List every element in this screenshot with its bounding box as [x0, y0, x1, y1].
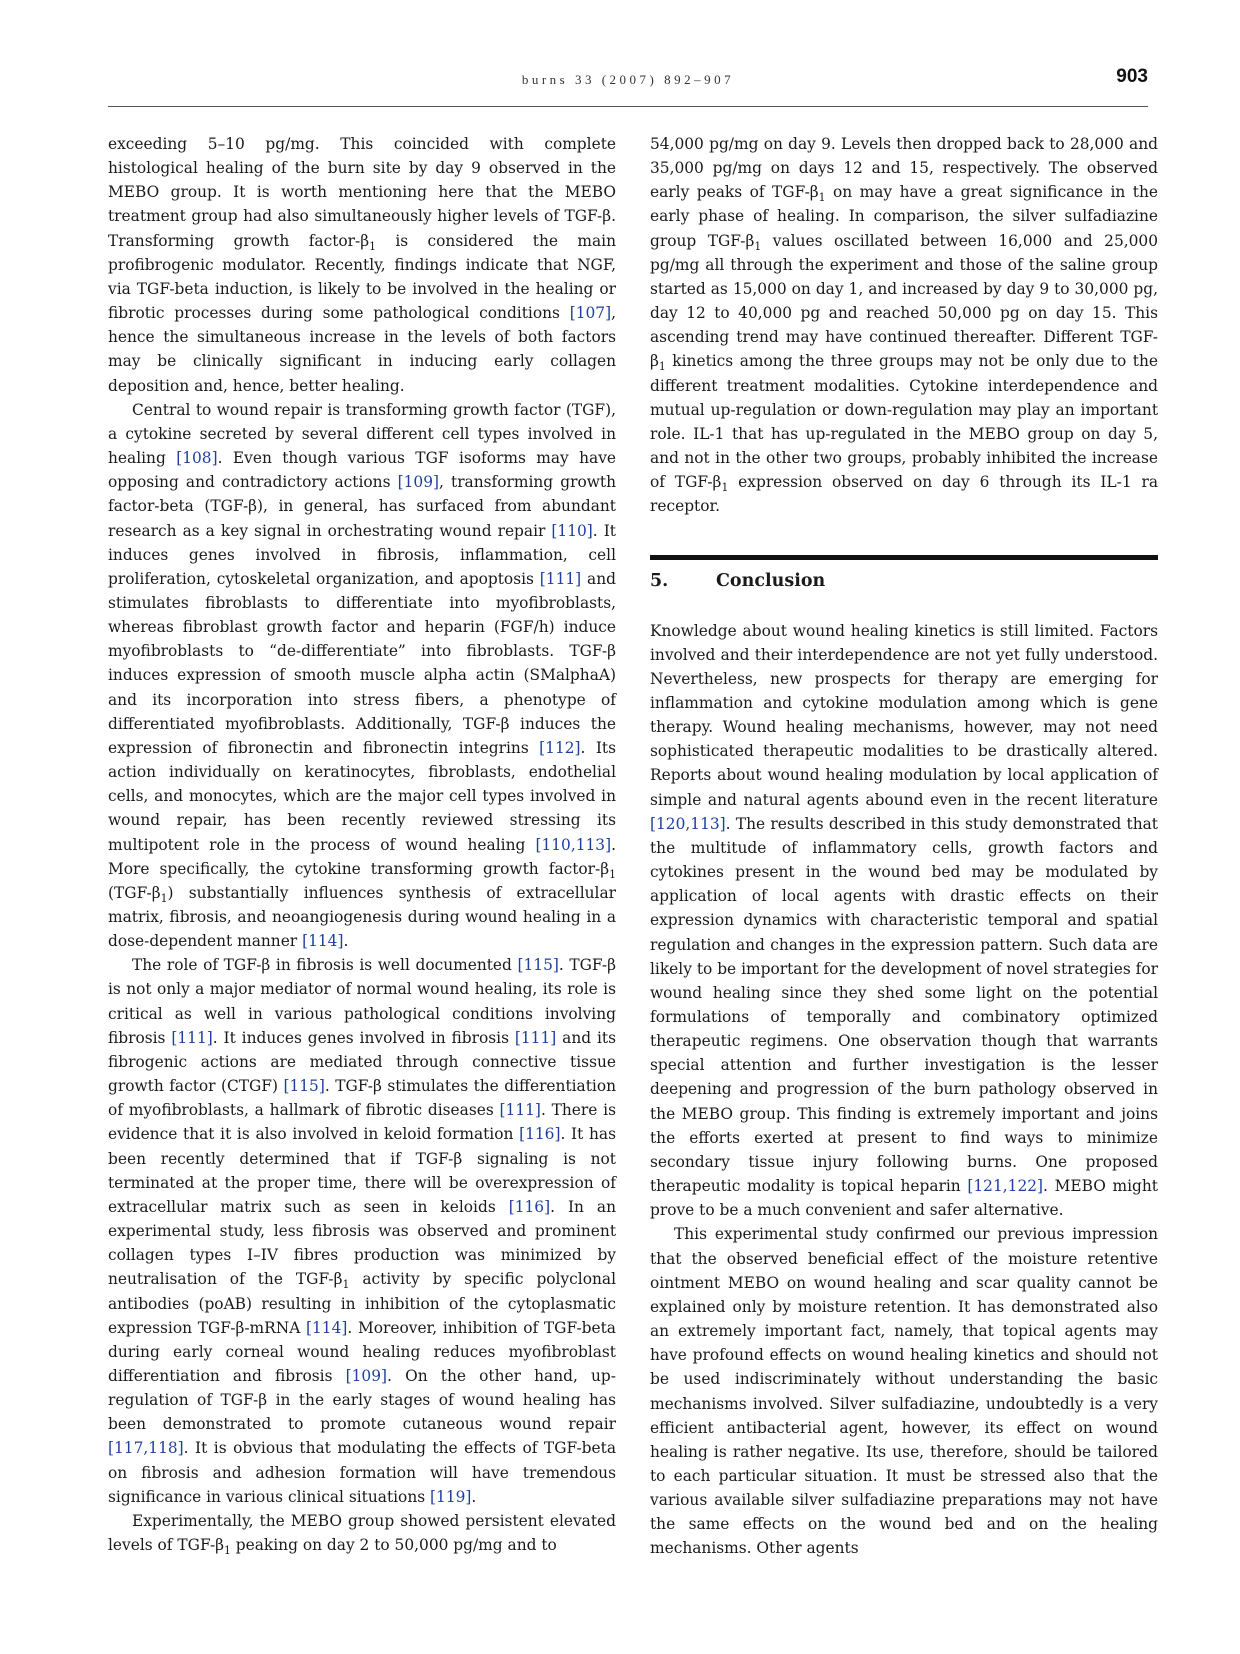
running-header [108, 62, 1148, 107]
text-run: . It is obvious that modulating the effects of TGF-beta on fibrosis and adhesion formation will have tremendous significance in various clinical situations [108, 1439, 616, 1506]
citation-link[interactable]: [111] [171, 1028, 213, 1047]
section-number: 5. [650, 570, 669, 591]
subscript: 1 [658, 360, 666, 374]
text-run: 54,000 pg/mg on day 9. Levels then dropped back to 28,000 and 35,000 pg/mg on days 12 and 15, respectively. The observed early peaks of TGF-β [650, 135, 1158, 202]
citation-link[interactable]: [116] [519, 1125, 561, 1144]
citation-link[interactable]: [121,122] [967, 1177, 1044, 1196]
citation-link[interactable]: [112] [539, 738, 581, 757]
left-column [108, 132, 616, 1557]
citation-link[interactable]: [109] [397, 473, 439, 492]
citation-link[interactable]: [111] [499, 1101, 541, 1120]
citation-link[interactable]: [116] [508, 1197, 551, 1216]
citation-link[interactable]: [107] [569, 304, 612, 323]
citation-link[interactable]: [110] [551, 521, 593, 540]
text-run: , transforming growth factor-beta (TGF-β), in general, has surfaced from abundant research as a key signal in orchestrating wound repair [108, 473, 616, 540]
section-title: Conclusion [716, 570, 826, 591]
text-run: activity by specific polyclonal antibodies (poAB) resulting in inhibition of the cytoplasmatic expression TGF-β-mRNA [108, 1270, 616, 1337]
text-run: . Its action individually on keratinocytes, fibroblasts, endothelial cells, and monocytes, which are the major cell types involved in wound repair, has been recently reviewed stressing its multipotent role in the process of wound healing [108, 738, 616, 854]
text-run: . TGF-β stimulates the differentiation of myofibroblasts, a hallmark of fibrotic diseases [108, 1077, 617, 1120]
subscript: 1 [160, 891, 168, 905]
paragraph [108, 398, 616, 954]
text-run: . MEBO might prove to be a much convenient and safer alternative. [650, 1177, 1158, 1220]
subscript: 1 [342, 1278, 350, 1292]
text-run: . In an experimental study, less fibrosis was observed and prominent collagen types I–IV fibres production was minimized by neutralisation of the TGF-β [108, 1197, 616, 1289]
text-run: . There is evidence that it is also involved in keloid formation [108, 1101, 617, 1144]
paragraph [108, 953, 616, 1509]
text-run: . Even though various TGF isoforms may have opposing and contradictory actions [108, 449, 616, 492]
citation-link[interactable]: [115] [283, 1077, 325, 1096]
subscript: 1 [369, 239, 376, 253]
text-run: is considered the main profibrogenic modulator. Recently, findings indicate that NGF, via TGF-beta induction, is likely to be involved in the healing or fibrotic processes during some pathological conditions [108, 231, 616, 323]
citation-link[interactable]: [117,118] [108, 1439, 184, 1458]
journal-citation: burns 33 (2007) 892–907 [521, 72, 735, 87]
paragraph [650, 1222, 1158, 1560]
paragraph [650, 132, 1158, 519]
section-rule [650, 555, 1158, 560]
text-run: Knowledge about wound healing kinetics is still limited. Factors involved and their interdependence are not yet fully understood. Nevertheless, new prospects for therapy are emerging for inflammation and cytokine modulation among which is gene therapy. Wound healing mechanisms, however, may not need sophisticated therapeutic modalities to be drastically altered. Reports about wound healing modulation by local application of simple and natural agents abound even in the recent literature [650, 621, 1158, 809]
text-run: kinetics among the three groups may not be only due to the different treatment modalities. Cytokine interdependence and mutual up-regulation or down-regulation may play an important role. IL-1 that has up-regulated in the MEBO group on day 5, and not in the other two groups, probably inhibited the increase of TGF-β [650, 352, 1158, 492]
text-run: exceeding 5–10 pg/mg. This coincided with complete histological healing of the burn site by day 9 observed in the MEBO group. It is worth mentioning here that the MEBO treatment group had also simultaneously higher levels of TGF-β. Transforming growth factor-β [108, 135, 616, 250]
text-run: . Moreover, inhibition of TGF-beta during early corneal wound healing reduces myofibroblast differentiation and fibrosis [108, 1318, 616, 1385]
text-run: This experimental study confirmed our previous impression that the observed beneficial effect of the moisture retentive ointment MEBO on wound healing and scar quality cannot be explained only by moisture retention. It has demonstrated also an extremely important fact, namely, that topical agents may have profound effects on wound healing kinetics and should not be used indiscriminately without understanding the basic mechanisms involved. Silver sulfadiazine, undoubtedly is a very efficient antibacterial agent, however, its effect on wound healing is rather negative. Its use, therefore, should be tailored to each particular situation. It must be stressed also that the various available silver sulfadiazine preparations may not have the same effects on the wound bed and on the healing mechanisms. Other agents [650, 1225, 1158, 1558]
right-column-bottom-text [650, 619, 1158, 1561]
subscript: 1 [754, 239, 762, 253]
right-column-top-text [650, 132, 1158, 519]
paragraph [650, 619, 1158, 1223]
text-run: and stimulates fibroblasts to differentiate into myofibroblasts, whereas fibroblast growth factor and heparin (FGF/h) induce myofibroblasts to “de-differentiate” into fibroblasts. TGF-β induces expression of smooth muscle alpha actin (SMalphaA) and its incorporation into stress fibers, a phenotype of differentiated myofibroblasts. Additionally, TGF-β induces the expression of fibronectin and fibronectin integrins [108, 569, 616, 757]
right-column [650, 132, 1158, 1561]
text-run: . [471, 1487, 477, 1506]
subscript: 1 [224, 1544, 231, 1558]
text-run: peaking on day 2 to 50,000 pg/mg and to [230, 1536, 557, 1555]
paragraph [108, 132, 616, 398]
text-run: . TGF-β is not only a major mediator of normal wound healing, its role is critical as well in various pathological conditions involving fibrosis [108, 956, 616, 1047]
citation-link[interactable]: [111] [514, 1028, 557, 1047]
subscript: 1 [721, 481, 729, 495]
section-heading [650, 567, 1158, 595]
text-run: . It induces genes involved in fibrosis, inflammation, cell proliferation, cytoskeletal organization, and apoptosis [108, 521, 616, 588]
text-run: (TGF-β [108, 883, 161, 902]
text-run: Central to wound repair is transforming growth factor (TGF), a cytokine secreted by several different cell types involved in healing [108, 400, 616, 468]
citation-link[interactable]: [119] [430, 1487, 472, 1506]
text-run: . It induces genes involved in fibrosis [212, 1028, 515, 1047]
text-run: expression observed on day 6 through its IL-1 ra receptor. [650, 473, 1159, 516]
citation-link[interactable]: [114] [302, 932, 344, 951]
text-run: values oscillated between 16,000 and 25,000 pg/mg all through the experiment and those of the saline group started as 15,000 on day 1, and increased by day 9 to 30,000 pg, day 12 to 40,000 pg and reached 50,000 pg on day 15. This ascending trend may have continued thereafter. Different TGF-β [650, 231, 1159, 371]
paragraph [108, 1509, 616, 1557]
text-run: . More specifically, the cytokine transforming growth factor-β [108, 835, 616, 878]
citation-link[interactable]: [110,113] [535, 835, 612, 854]
citation-link[interactable]: [115] [517, 956, 559, 975]
citation-link[interactable]: [109] [345, 1366, 388, 1385]
text-run: The role of TGF-β in fibrosis is well documented [132, 956, 518, 975]
text-run: . [343, 932, 349, 951]
citation-link[interactable]: [120,113] [650, 814, 726, 833]
page-number: 903 [1116, 66, 1148, 87]
text-run: ) substantially influences synthesis of extracellular matrix, fibrosis, and neoangiogenesis during wound healing in a dose-dependent manner [108, 883, 616, 951]
text-run: . The results described in this study demonstrated that the multitude of inflammatory cells, growth factors and cytokines present in the wound bed may be modulated by application of local agents with drastic effects on their expression dynamics with characteristic temporal and spatial regulation and changes in the expression pattern. Such data are likely to be important for the development of novel strategies for wound healing since they shed some light on the potential formulations of temporally and combinatory optimized therapeutic regimens. One observation though that warrants special attention and further investigation is the lesser deepening and progression of the burn pathology observed in the MEBO group. This finding is extremely important and joins the efforts exerted at present to find ways to minimize secondary tissue injury following burns. One proposed therapeutic modality is topical heparin [650, 814, 1158, 1196]
text-run: . It has been recently determined that if TGF-β signaling is not terminated at the proper time, there will be overexpression of extracellular matrix such as seen in keloids [108, 1125, 616, 1216]
citation-link[interactable]: [111] [539, 569, 582, 588]
citation-link[interactable]: [108] [176, 449, 218, 468]
text-run: , hence the simultaneous increase in the levels of both factors may be clinically significant in inducing early collagen deposition and, hence, better healing. [108, 304, 616, 395]
text-run: on may have a great significance in the early phase of healing. In comparison, the silver sulfadiazine group TGF-β [650, 183, 1158, 250]
subscript: 1 [818, 191, 826, 205]
citation-link[interactable]: [114] [306, 1318, 348, 1337]
text-run: . On the other hand, up-regulation of TGF-β in the early stages of wound healing has been demonstrated to promote cutaneous wound repair [108, 1366, 616, 1434]
text-run: Experimentally, the MEBO group showed persistent elevated levels of TGF-β [108, 1511, 616, 1555]
text-run: and its fibrogenic actions are mediated through connective tissue growth factor (CTGF) [108, 1028, 616, 1096]
subscript: 1 [609, 867, 616, 881]
